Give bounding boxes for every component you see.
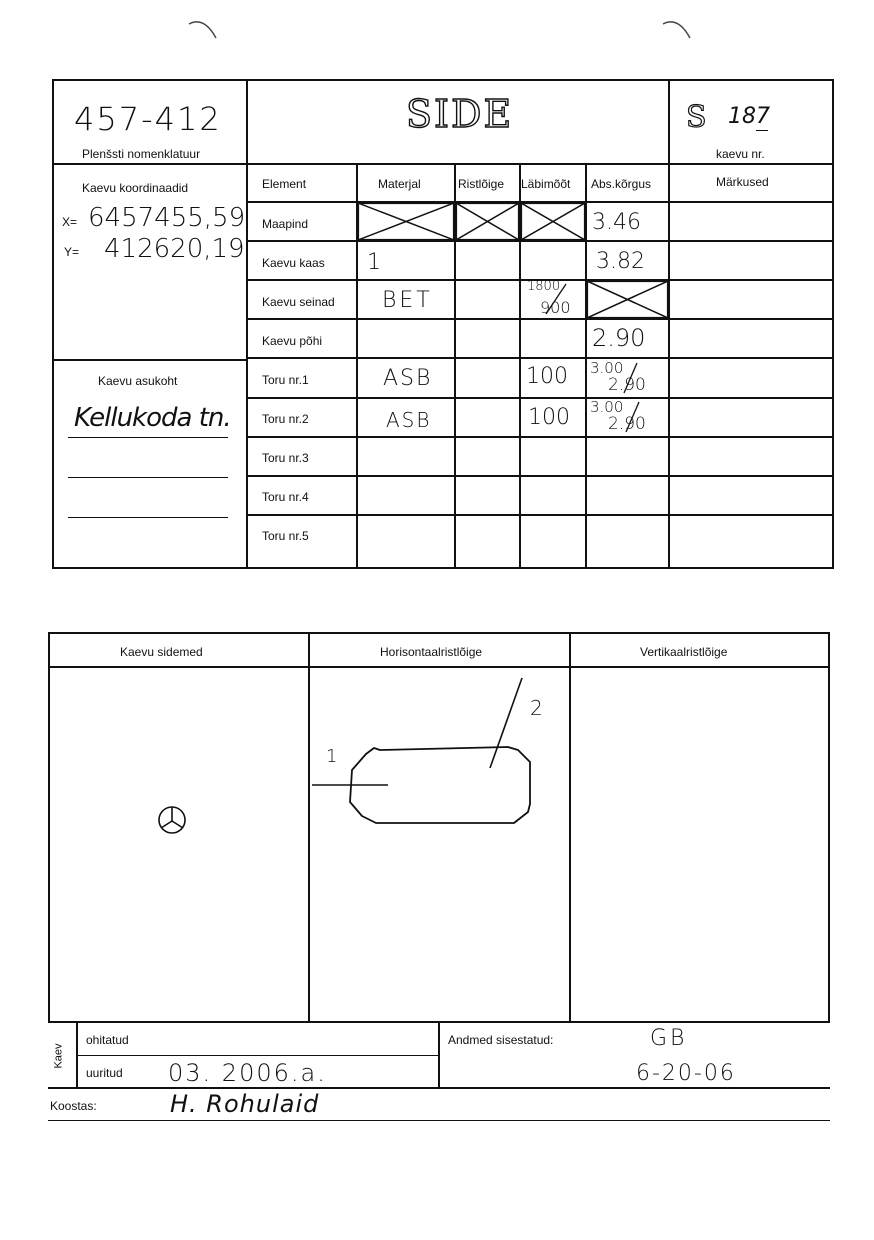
well-number-label: kaevu nr. xyxy=(716,147,765,161)
crossed-cell-maapind-section xyxy=(456,203,519,240)
header-section: Ristlõige xyxy=(458,177,505,191)
row-label-kaevu-kaas: Kaevu kaas xyxy=(262,256,325,270)
nomenclature-value: 457-412 xyxy=(74,100,222,138)
seinad-material: BET xyxy=(382,288,433,313)
y-label: Y= xyxy=(64,245,80,259)
col-label-sidemed: Kaevu sidemed xyxy=(120,645,203,659)
pohi-abs: 2.90 xyxy=(592,324,646,352)
crossed-cell-maapind-diameter xyxy=(521,203,585,240)
row-label-kaevu-seinad: Kaevu seinad xyxy=(262,295,335,309)
header-abs-height: Abs.kõrgus xyxy=(591,177,652,191)
toru2-abs-top: 3.00 xyxy=(590,398,624,416)
kaas-material: 1 xyxy=(367,250,381,275)
nomenclature-label: Plenšsti nomenklatuur xyxy=(82,147,201,161)
row-label-toru-5: Toru nr.5 xyxy=(262,529,309,543)
crossed-cell-seinad-abs xyxy=(587,281,668,318)
well-symbol-icon xyxy=(156,804,188,836)
ohitatud-label: ohitatud xyxy=(86,1033,129,1047)
row-label-toru-1: Toru nr.1 xyxy=(262,373,309,387)
x-label: X= xyxy=(62,215,78,229)
toru2-diameter: 100 xyxy=(528,405,570,430)
punch-hole-right-mark xyxy=(660,16,696,42)
col-label-horisontaal: Horisontaalristlõige xyxy=(380,645,483,659)
header-element: Element xyxy=(262,177,307,191)
row-label-kaevu-pohi: Kaevu põhi xyxy=(262,334,323,348)
location-label: Kaevu asukoht xyxy=(98,374,178,388)
uuritud-value: 03. 2006.a. xyxy=(168,1059,327,1087)
row-label-toru-3: Toru nr.3 xyxy=(262,451,309,465)
toru2-abs-bottom: 2.90 xyxy=(608,414,646,434)
toru1-abs-bottom: 2.90 xyxy=(608,375,646,395)
data-entered-label: Andmed sisestatud: xyxy=(448,1033,554,1047)
col-label-vertikaal: Vertikaalristlõige xyxy=(640,645,728,659)
s-prefix: S xyxy=(686,100,707,135)
kaev-side-label: Kaev xyxy=(52,1043,65,1069)
toru1-abs-top: 3.00 xyxy=(590,359,624,377)
row-label-maapind: Maapind xyxy=(262,217,309,231)
location-value: Kellukoda tn. xyxy=(74,403,231,433)
seinad-diameter-top: 1800 xyxy=(527,279,561,294)
pipe-1-label: 1 xyxy=(326,746,338,767)
row-label-toru-4: Toru nr.4 xyxy=(262,490,309,504)
header-diameter: Läbimõõt xyxy=(521,177,571,191)
crossed-cell-maapind-material xyxy=(358,203,454,240)
pipe-2-label: 2 xyxy=(530,696,543,720)
data-entered-value: GB xyxy=(650,1026,688,1051)
uuritud-label: uuritud xyxy=(86,1066,123,1080)
toru2-material: ASB xyxy=(386,408,432,432)
punch-hole-left-mark xyxy=(186,16,222,42)
well-number-value: 187 xyxy=(728,104,770,129)
toru1-material: ASB xyxy=(383,366,433,391)
data-entered-date: 6-20-06 xyxy=(636,1061,736,1086)
x-value: 6457455,59 xyxy=(88,203,246,233)
toru1-diameter: 100 xyxy=(526,364,568,389)
kaas-abs: 3.82 xyxy=(596,249,645,274)
koostas-label: Koostas: xyxy=(50,1099,97,1113)
header-notes: Märkused xyxy=(716,175,769,189)
y-value: 412620,19 xyxy=(104,234,245,264)
header-material: Materjal xyxy=(378,177,421,191)
koostas-value: H. Rohulaid xyxy=(170,1090,320,1118)
maapind-abs: 3.46 xyxy=(592,210,641,235)
row-label-toru-2: Toru nr.2 xyxy=(262,412,309,426)
seinad-diameter-bottom: 900 xyxy=(540,298,571,317)
form-title: SIDE xyxy=(406,92,514,136)
coords-label: Kaevu koordinaadid xyxy=(82,181,189,195)
